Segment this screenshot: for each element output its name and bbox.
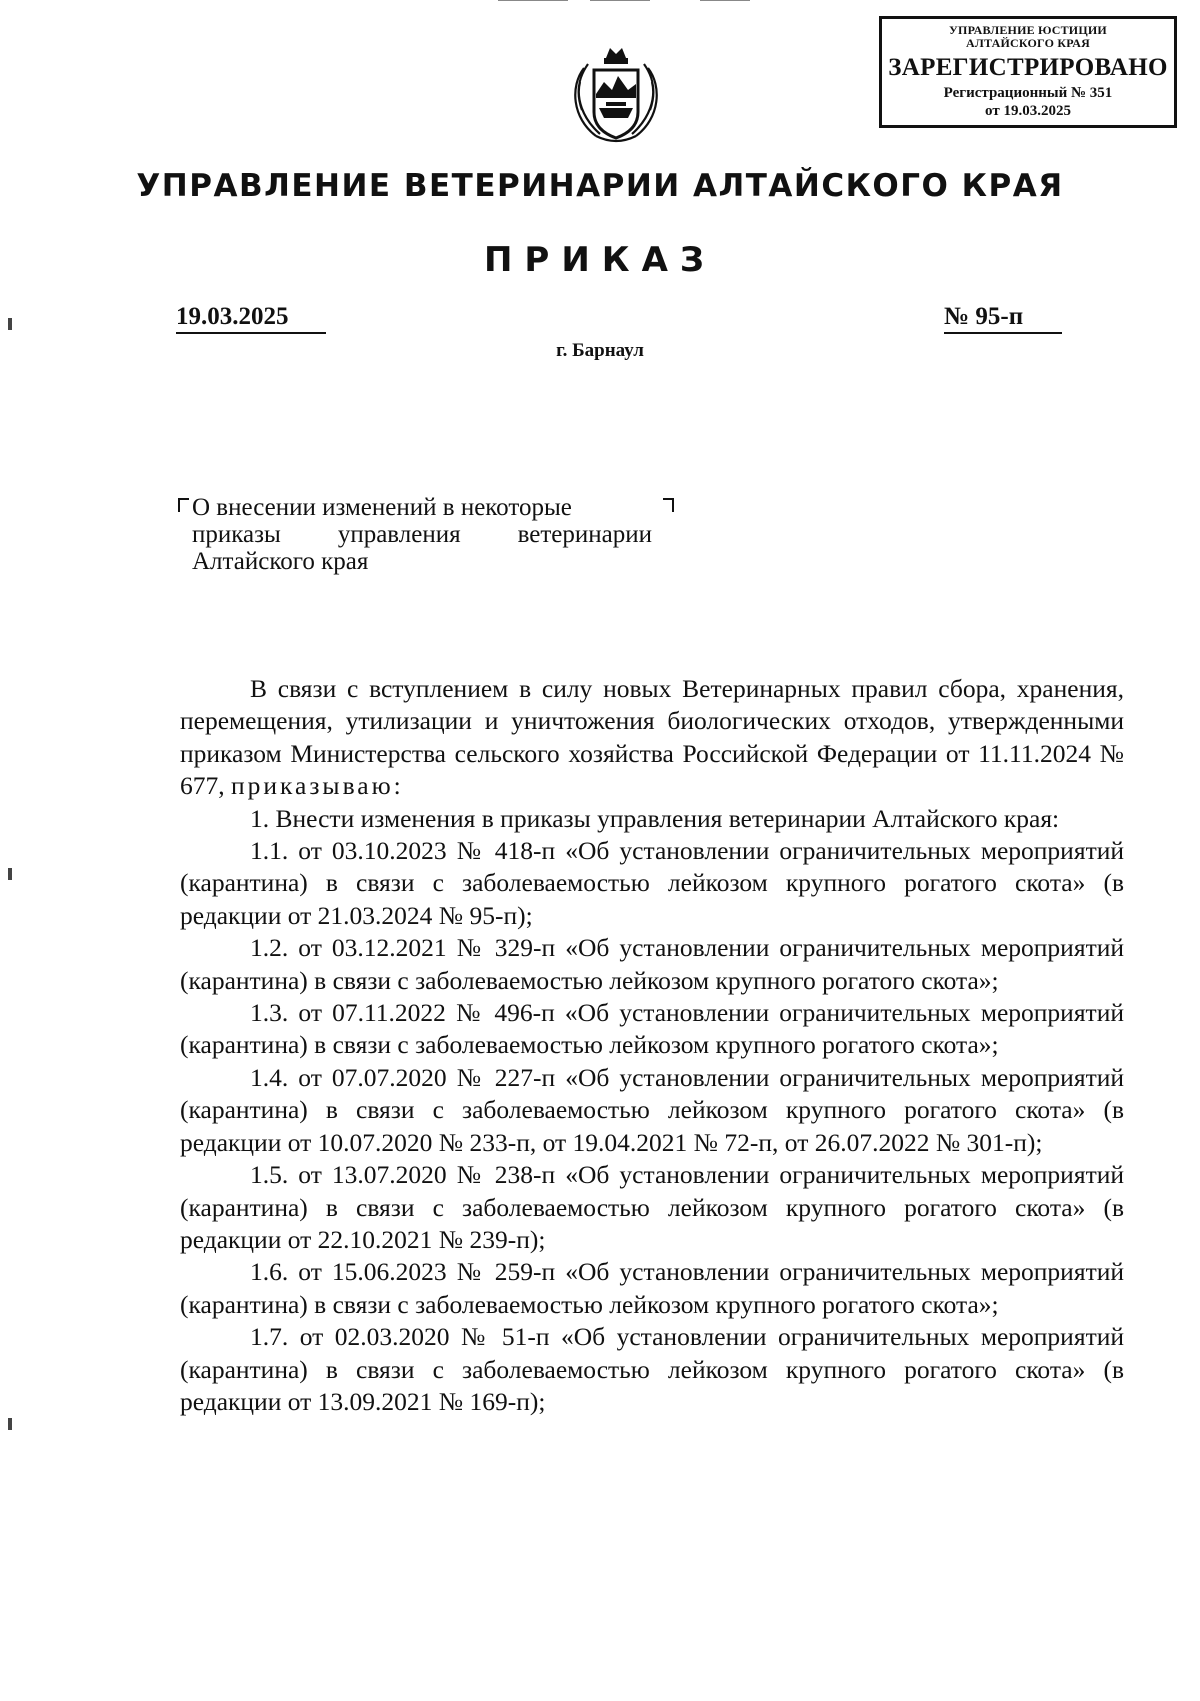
subject-line-2: [192, 521, 652, 548]
subject-word: ветеринарии: [517, 521, 652, 548]
margin-mark: [8, 1418, 12, 1430]
preamble-paragraph: [180, 673, 1124, 803]
order-date: 19.03.2025: [176, 303, 326, 334]
stamp-reg-date: от 19.03.2025: [985, 103, 1071, 119]
order-body: [180, 673, 1124, 1418]
scan-edge-line: [498, 0, 568, 1]
order-number: № 95-п: [944, 303, 1062, 334]
stamp-reg-number: Регистрационный № 351: [943, 85, 1113, 101]
bracket-corner-left: [178, 498, 189, 512]
subject-line-1: О внесении изменений в некоторые: [192, 494, 572, 521]
margin-mark: [8, 318, 12, 330]
bracket-corner-right: [663, 498, 674, 512]
stamp-status: ЗАРЕГИСТРИРОВАНО: [888, 54, 1168, 81]
agency-title: УПРАВЛЕНИЕ ВЕТЕРИНАРИИ АЛТАЙСКОГО КРАЯ: [136, 168, 1064, 204]
order-city: г. Барнаул: [556, 340, 644, 361]
order-word: приказываю:: [231, 771, 404, 801]
subject-word: приказы: [192, 521, 281, 548]
subitem-1-7: 1.7. от 02.03.2020 № 51-п «Об установлении ограничительных мероприятий (карантина) в связи с заболеваемостью лейкозом крупного рогатого скота» (в редакции от 13.09.2021 № 169-п);: [180, 1322, 1124, 1416]
subject-word: управления: [337, 521, 461, 548]
subitem-1-2: 1.2. от 03.12.2021 № 329-п «Об установлении ограничительных мероприятий (карантина) в связи с заболеваемостью лейкозом крупного рогатого скота»;: [180, 933, 1124, 995]
stamp-line-2: АЛТАЙСКОГО КРАЯ: [966, 36, 1090, 50]
stamp-line-1: УПРАВЛЕНИЕ ЮСТИЦИИ: [949, 23, 1107, 37]
margin-mark: [8, 868, 12, 880]
preamble-text: В связи с вступлением в силу новых Ветеринарных правил сбора, хранения, перемещения, утилизации и уничтожения биологических отходов, утвержденными приказом Министерства сельского хозяйства Российской Федерации от 11.11.2024 № 677,: [180, 674, 1124, 801]
item-1: 1. Внести изменения в приказы управления ветеринарии Алтайского края:: [250, 803, 1060, 833]
coat-of-arms-emblem: [566, 38, 666, 150]
subitem-1-4: 1.4. от 07.07.2020 № 227-п «Об установлении ограничительных мероприятий (карантина) в связи с заболеваемостью лейкозом крупного рогатого скота» (в редакции от 10.07.2020 № 233-п, от 19.04.2021 № 72-п, от 26.07.2022 № 301-п);: [180, 1062, 1124, 1157]
scan-edge-line: [700, 0, 750, 1]
document-type: ПРИКАЗ: [483, 240, 717, 280]
subitem-1-6: 1.6. от 15.06.2023 № 259-п «Об установлении ограничительных мероприятий (карантина) в связи с заболеваемостью лейкозом крупного рогатого скота»;: [180, 1257, 1124, 1319]
subitem-1-1: 1.1. от 03.10.2023 № 418-п «Об установлении ограничительных мероприятий (карантина) в связи с заболеваемостью лейкозом крупного рогатого скота» (в редакции от 21.03.2024 № 95-п);: [180, 836, 1124, 930]
subitem-1-3: 1.3. от 07.11.2022 № 496-п «Об установлении ограничительных мероприятий (карантина) в связи с заболеваемостью лейкозом крупного рогатого скота»;: [180, 998, 1124, 1060]
order-subject: [192, 494, 652, 575]
registration-stamp: [879, 16, 1177, 128]
subitem-1-5: 1.5. от 13.07.2020 № 238-п «Об установлении ограничительных мероприятий (карантина) в связи с заболеваемостью лейкозом крупного рогатого скота» (в редакции от 22.10.2021 № 239-п);: [180, 1160, 1124, 1254]
subject-line-3: Алтайского края: [192, 548, 369, 575]
scan-edge-line: [590, 0, 650, 1]
